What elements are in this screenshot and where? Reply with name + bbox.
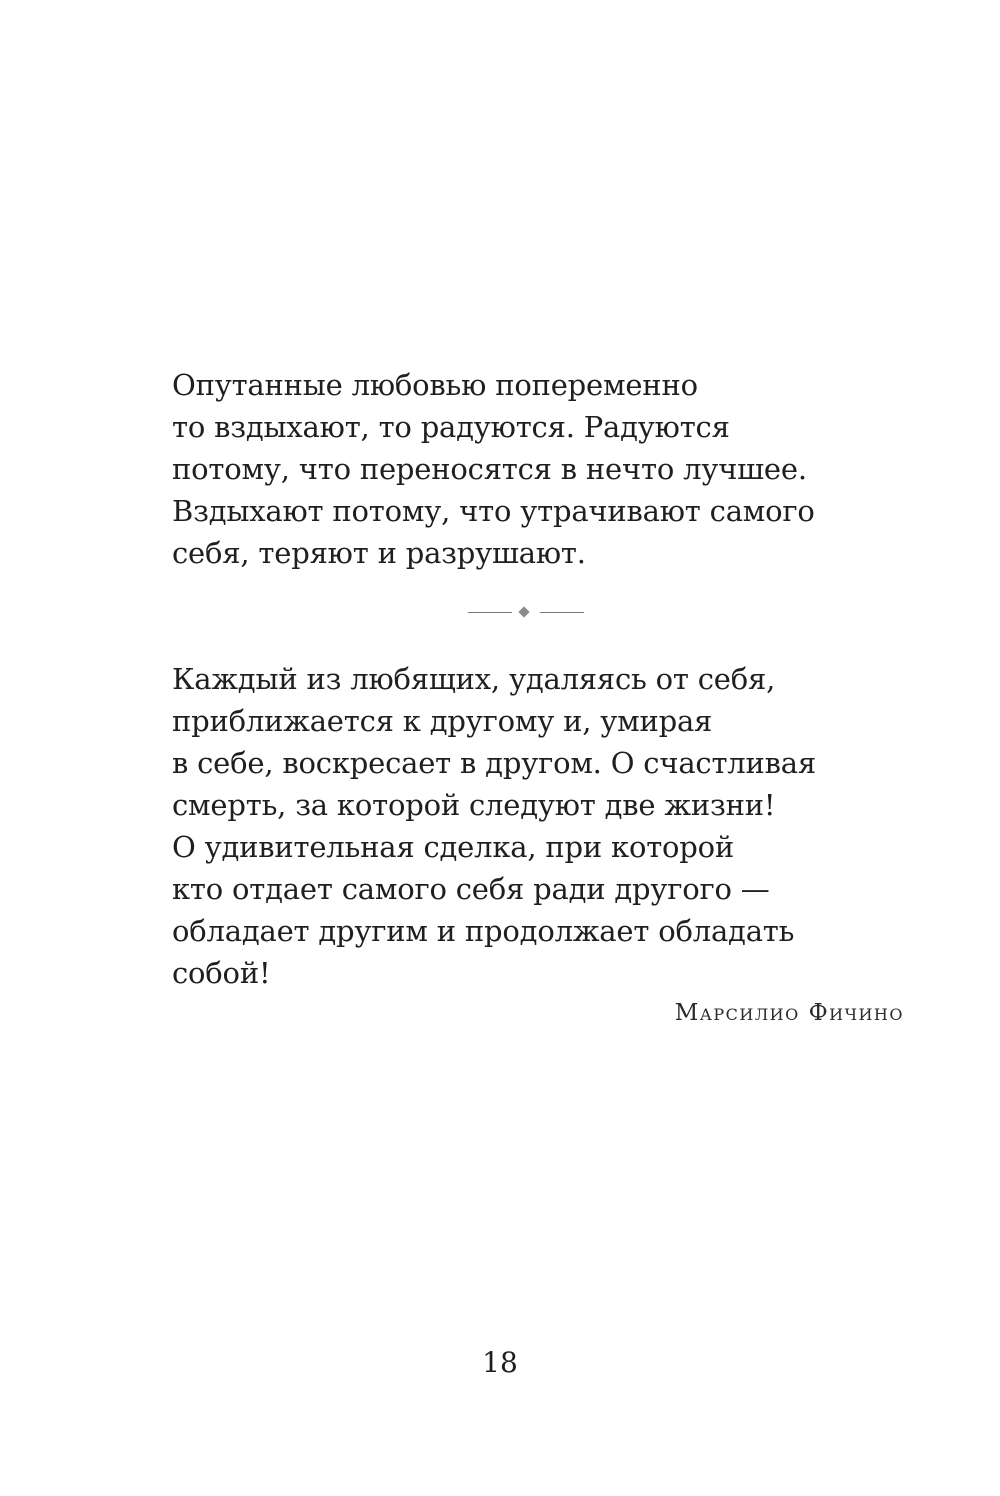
quote-line: то вздыхают, то радуются. Радуются: [172, 410, 730, 444]
quote-line: кто отдает самого себя ради другого —: [172, 872, 770, 906]
quote-line: Вздыхают потому, что утрачивают самого: [172, 494, 815, 528]
diamond-ornament-icon: [518, 606, 529, 617]
quote-line: себя, теряют и разрушают.: [172, 536, 586, 570]
quote-line: смерть, за которой следуют две жизни!: [172, 788, 776, 822]
quote-line: собой!: [172, 956, 271, 990]
quote-block-1: [172, 364, 892, 574]
quote-line: Опутанные любовью попеременно: [172, 368, 698, 402]
quote-line: приближается к другому и, умирая: [172, 704, 713, 738]
quote-line: потому, что переносятся в нечто лучшее.: [172, 452, 807, 486]
divider-rule-left: [468, 612, 512, 613]
quote-author: Марсилио Фичино: [674, 1000, 904, 1026]
quote-line: в себе, воскресает в другом. О счастливая: [172, 746, 816, 780]
divider-rule-right: [540, 612, 584, 613]
quote-line: Каждый из любящих, удаляясь от себя,: [172, 662, 776, 696]
quote-line: обладает другим и продолжает обладать: [172, 914, 795, 948]
quote-block-2: [172, 658, 892, 994]
section-divider: [468, 605, 584, 621]
quote-line: О удивительная сделка, при которой: [172, 830, 735, 864]
page-number: 18: [482, 1346, 518, 1379]
